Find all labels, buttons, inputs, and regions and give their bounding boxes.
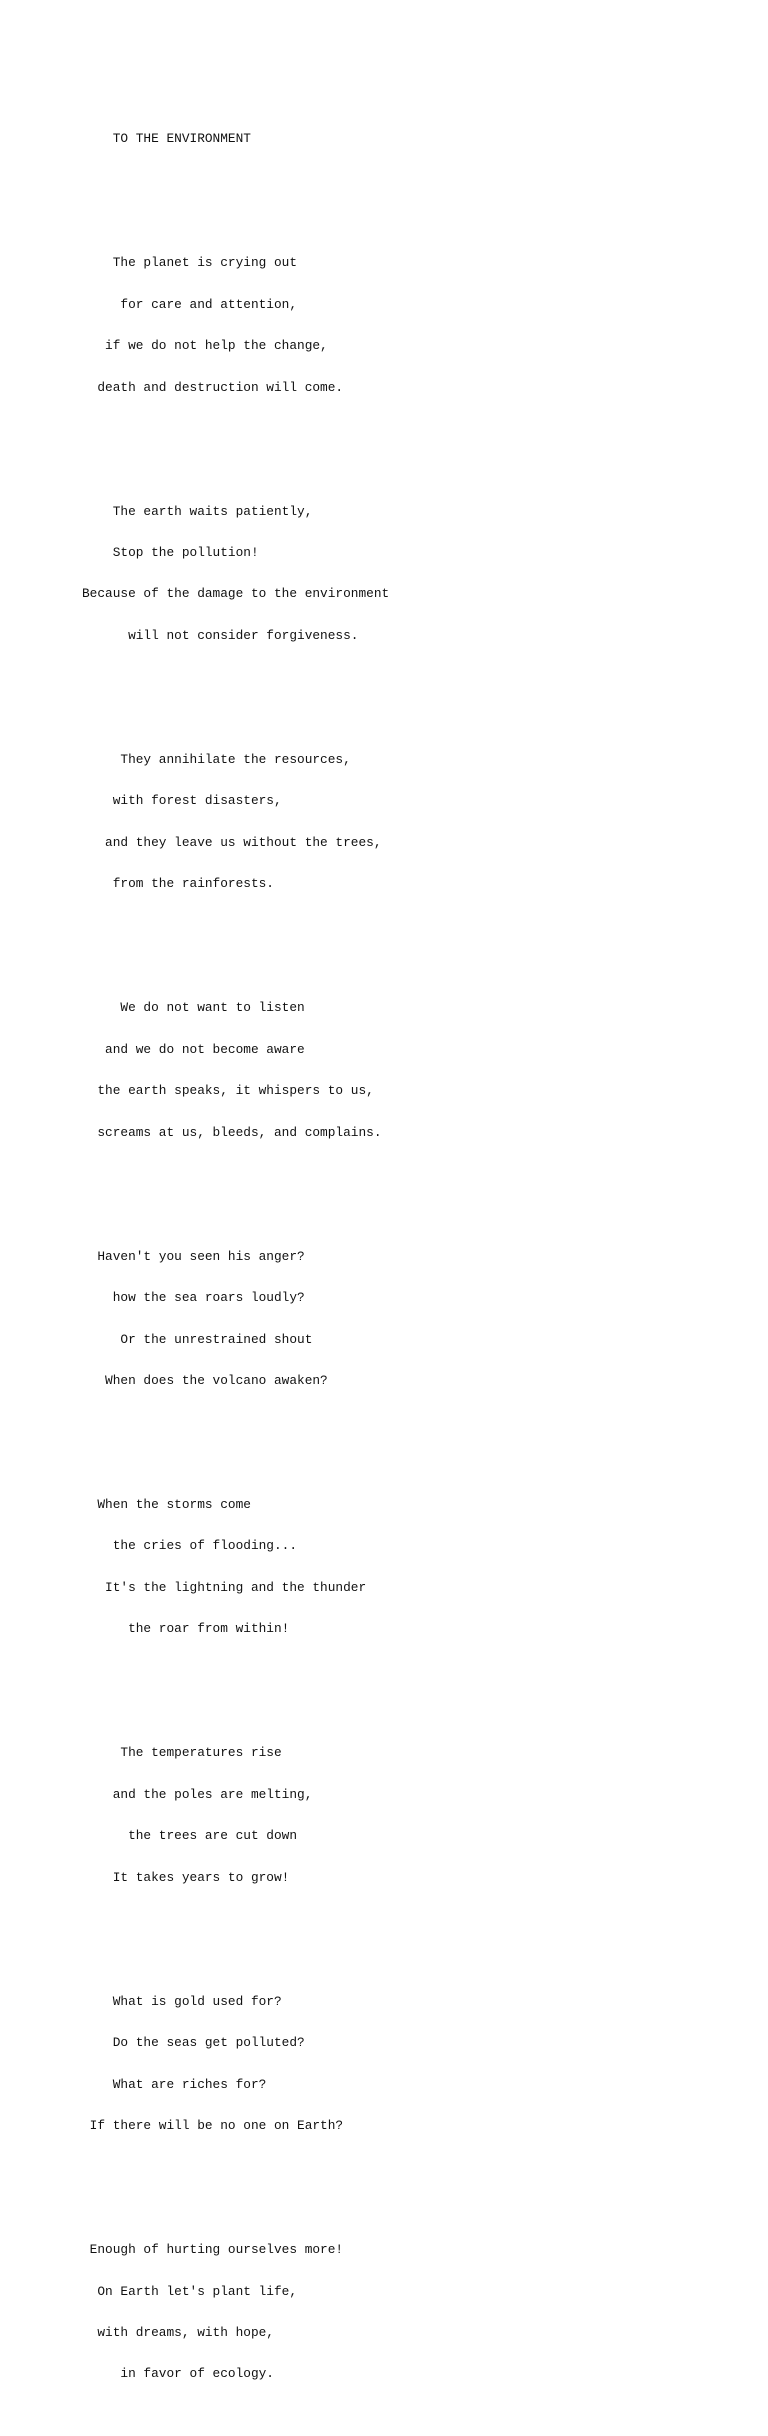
poem-line: if we do not help the change, — [82, 338, 328, 354]
poem-line: with forest disasters, — [82, 793, 282, 809]
poem-line: Haven't you seen his anger? — [82, 1248, 305, 1264]
poem-line: The earth waits patiently, — [82, 503, 313, 519]
poem-line: for care and attention, — [82, 296, 298, 312]
poem-line: What is gold used for? — [82, 1993, 282, 2009]
poem-title: TO THE ENVIRONMENT — [82, 131, 251, 147]
poem-line: will not consider forgiveness. — [82, 627, 359, 643]
poem-line: Or the unrestrained shout — [82, 1331, 313, 1347]
stanza-6 — [82, 1470, 389, 1663]
stanza-2 — [82, 477, 389, 670]
stanza-4 — [82, 974, 389, 1167]
poem-line: with dreams, with hope, — [82, 2324, 274, 2340]
poem-line: The planet is crying out — [82, 255, 298, 271]
poem-line: the roar from within! — [82, 1621, 290, 1637]
poem-line: the trees are cut down — [82, 1828, 298, 1844]
poem-line: the earth speaks, it whispers to us, — [82, 1083, 374, 1099]
poem-line: how the sea roars loudly? — [82, 1290, 305, 1306]
poem-line: in favor of ecology. — [82, 2366, 274, 2382]
poem — [82, 77, 389, 2436]
poem-line: What are riches for? — [82, 2076, 267, 2092]
poem-line: Stop the pollution! — [82, 545, 259, 561]
poem-line: If there will be no one on Earth? — [82, 2117, 344, 2133]
stanza-8 — [82, 1967, 389, 2160]
poem-line: and the poles are melting, — [82, 1786, 313, 1802]
stanza-5 — [82, 1222, 389, 1415]
poem-line: screams at us, bleeds, and complains. — [82, 1124, 382, 1140]
stanza-9 — [82, 2216, 389, 2409]
poem-line: On Earth let's plant life, — [82, 2283, 298, 2299]
poem-line: It takes years to grow! — [82, 1869, 290, 1885]
poem-line: When the storms come — [82, 1497, 251, 1513]
poem-line: They annihilate the resources, — [82, 752, 351, 768]
poem-line: Do the seas get polluted? — [82, 2035, 305, 2051]
poem-line: Because of the damage to the environment — [82, 586, 390, 602]
poem-line: When does the volcano awaken? — [82, 1372, 328, 1388]
poem-line: The temperatures rise — [82, 1745, 282, 1761]
poem-line: Enough of hurting ourselves more! — [82, 2242, 344, 2258]
poem-line: and they leave us without the trees, — [82, 834, 382, 850]
poem-line: and we do not become aware — [82, 1041, 305, 1057]
poem-line: the cries of flooding... — [82, 1538, 298, 1554]
poem-line: It's the lightning and the thunder — [82, 1579, 367, 1595]
poem-line: from the rainforests. — [82, 876, 274, 892]
poem-line: death and destruction will come. — [82, 379, 344, 395]
stanza-3 — [82, 725, 389, 918]
poem-line: We do not want to listen — [82, 1000, 305, 1016]
poem-title-block — [82, 105, 389, 174]
stanza-1 — [82, 229, 389, 422]
stanza-7 — [82, 1719, 389, 1912]
